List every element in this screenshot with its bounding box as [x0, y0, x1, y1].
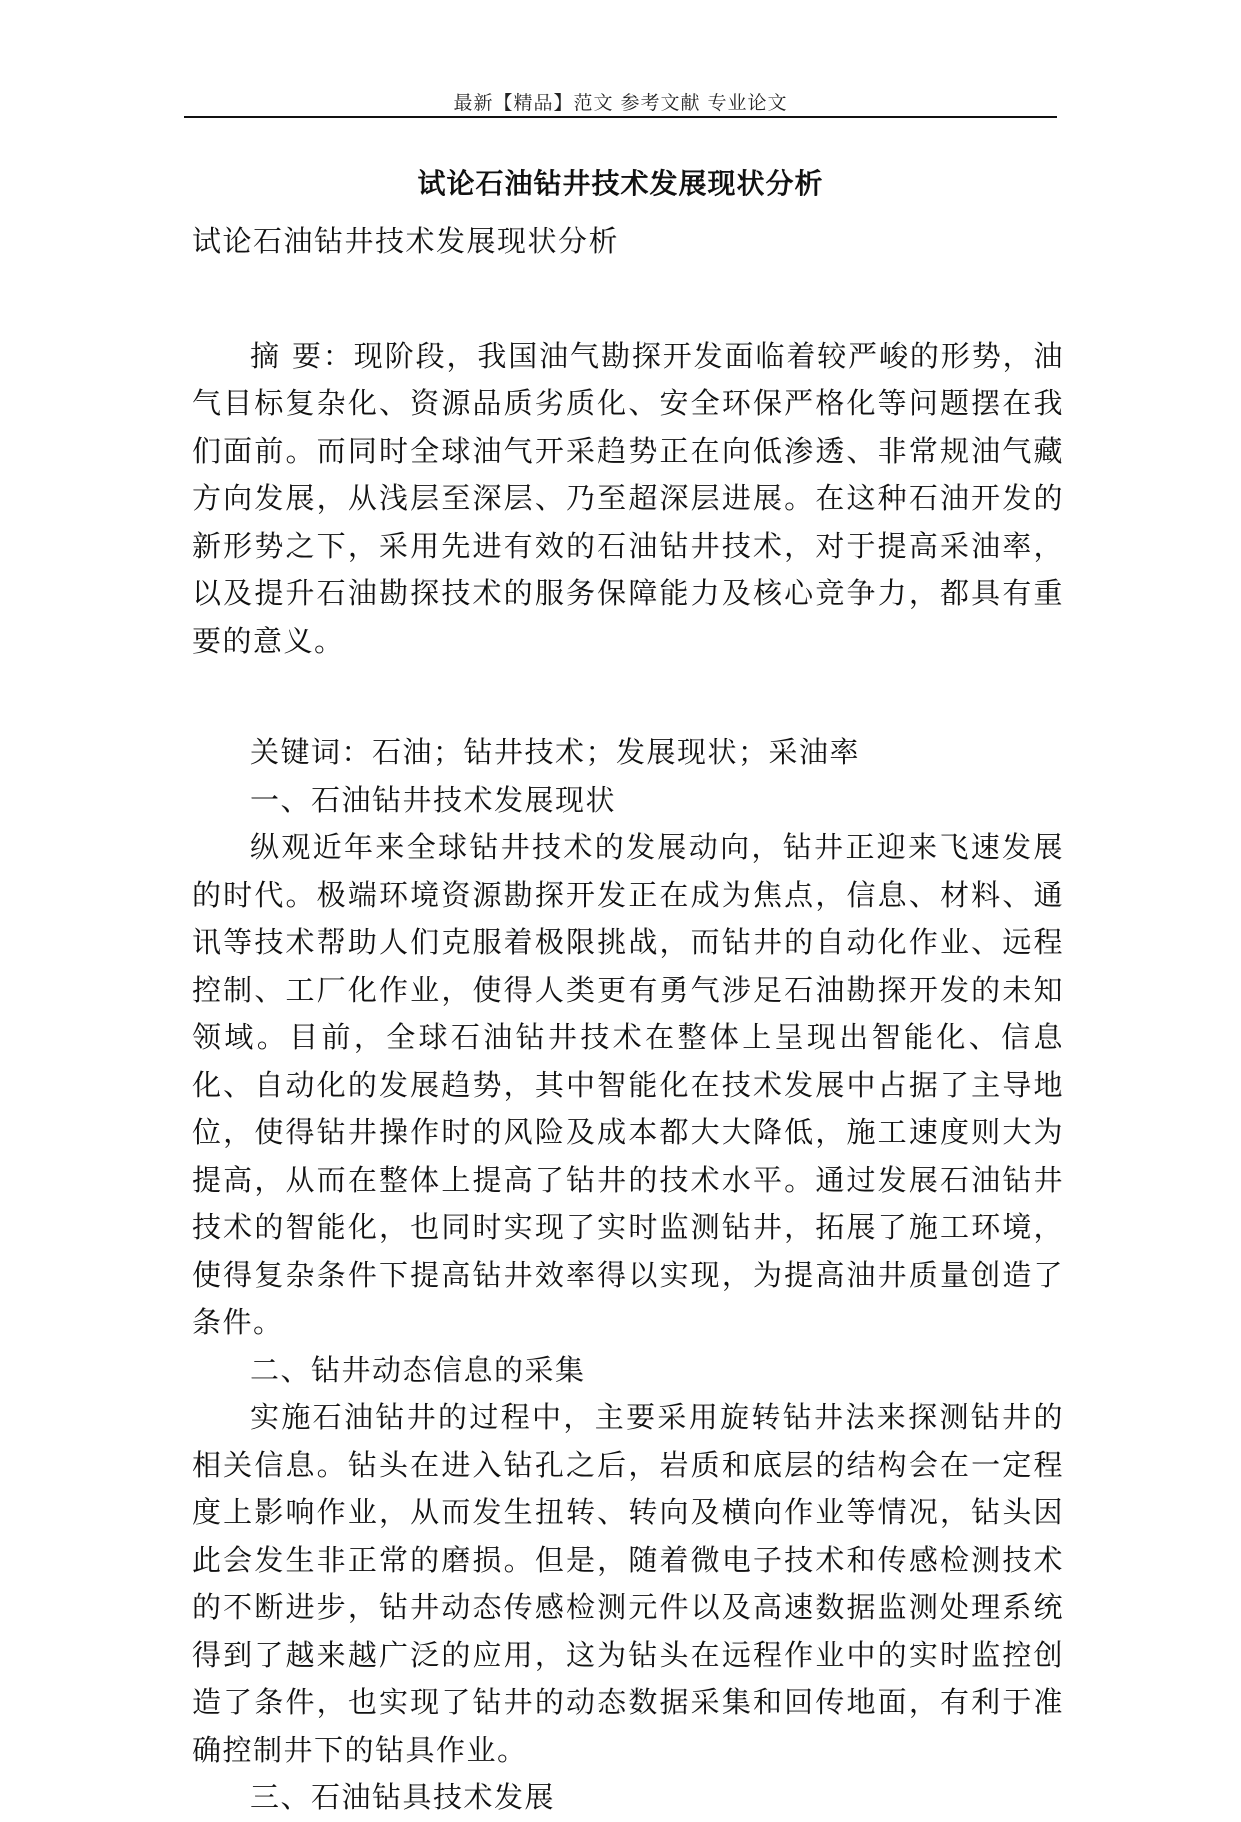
document-title: 试论石油钻井技术发展现状分析 — [417, 167, 824, 200]
section-body-1: 纵观近年来全球钻井技术的发展动向，钻井正迎来飞速发展的时代。极端环境资源勘探开发正在成为焦点，信息、材料、通讯等技术帮助人们克服着极限挑战，而钻井的自动化作业、远程控制、工厂化作业，使得人类更有勇气涉足石油勘探开发的未知领域。目前，全球石油钻井技术在整体上呈现出智能化、信息化、自动化的发展趋势，其中智能化在技术发展中占据了主导地位，使得钻井操作时的风险及成本都大大降低，施工速度则大为提高，从而在整体上提高了钻井的技术水平。通过发展石油钻井技术的智能化，也同时实现了实时监测钻井，拓展了施工环境，使得复杂条件下提高钻井效率得以实现，为提高油井质量创造了条件。 — [192, 830, 1064, 1339]
section-heading-2: 二、钻井动态信息的采集 — [250, 1352, 586, 1387]
abstract-paragraph: 摘 要：现阶段，我国油气勘探开发面临着较严峻的形势，油气目标复杂化、资源品质劣质化、安全环保严格化等问题摆在我们面前。而同时全球油气开采趋势正在向低渗透、非常规油气藏方向发展，从浅层至深层、乃至超深层进展。在这种石油开发的新形势之下，采用先进有效的石油钻井技术，对于提高采油率，以及提升石油勘探技术的服务保障能力及核心竞争力，都具有重要的意义。 — [192, 338, 1064, 658]
section-heading-1: 一、石油钻井技术发展现状 — [250, 782, 617, 817]
document-body — [192, 218, 1064, 1822]
section-heading-3: 三、石油钻具技术发展 — [250, 1780, 556, 1814]
document-subtitle: 试论石油钻井技术发展现状分析 — [192, 224, 620, 258]
running-header: 最新【精品】范文 参考文献 专业论文 — [453, 92, 788, 114]
keywords-line: 关键词：石油；钻井技术；发展现状；采油率 — [250, 735, 861, 769]
section-body-2: 实施石油钻井的过程中，主要采用旋转钻井法来探测钻井的相关信息。钻头在进入钻孔之后，岩质和底层的结构会在一定程度上影响作业，从而发生扭转、转向及横向作业等情况，钻头因此会发生非正常的磨损。但是，随着微电子技术和传感检测技术的不断进步，钻井动态传感检测元件以及高速数据监测处理系统得到了越来越广泛的应用，这为钻头在远程作业中的实时监控创造了条件，也实现了钻井的动态数据采集和回传地面，有利于准确控制井下的钻具作业。 — [192, 1400, 1064, 1767]
header-divider — [184, 116, 1057, 118]
